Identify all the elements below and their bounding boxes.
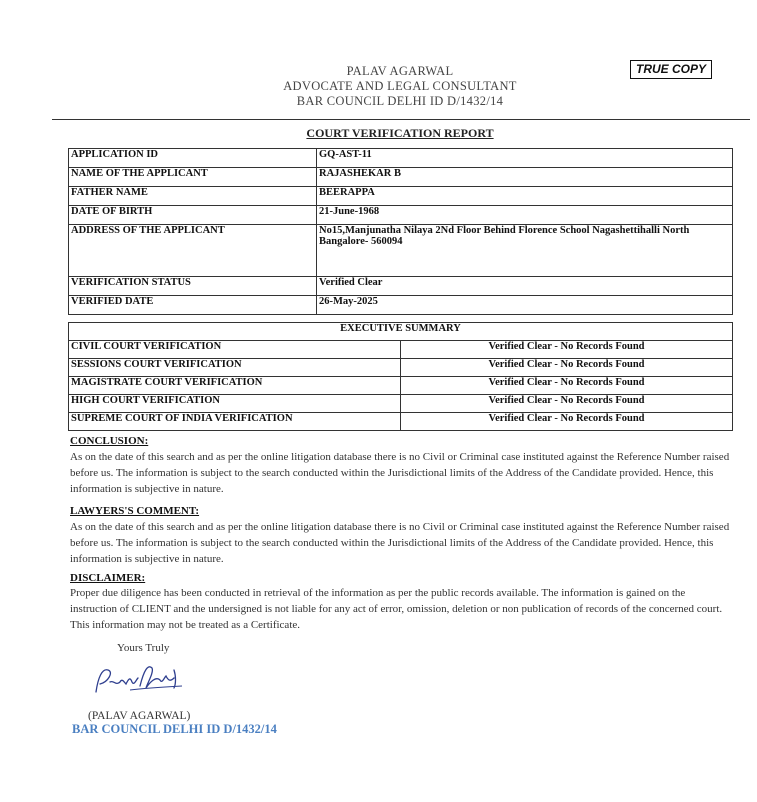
detail-value: 21-June-1968: [317, 206, 733, 225]
summary-value: Verified Clear - No Records Found: [401, 359, 733, 377]
advocate-profession: ADVOCATE AND LEGAL CONSULTANT: [283, 79, 517, 93]
table-row: [69, 395, 733, 413]
advocate-name: PALAV AGARWAL: [346, 64, 454, 78]
signatory-bar-id: BAR COUNCIL DELHI ID D/1432/14: [72, 722, 277, 736]
applicant-details-table: [68, 148, 733, 315]
table-row: [69, 206, 733, 225]
disclaimer-text: Proper due diligence has been conducted in retrieval of the information as per the public records available. The information is gained on the instruction of CLIENT and the undersigned is not liable for any act of error, omission, deletion or non publication of records of the concerned court. This information may not be treated as a Certificate.: [70, 587, 723, 631]
detail-value: 26-May-2025: [317, 296, 733, 315]
detail-label: APPLICATION ID: [69, 149, 317, 168]
table-row: [69, 277, 733, 296]
table-row: [69, 413, 733, 431]
table-row: [69, 187, 733, 206]
true-copy-stamp: TRUE COPY: [630, 60, 712, 79]
conclusion-heading: CONCLUSION:: [70, 435, 149, 447]
summary-value: Verified Clear - No Records Found: [401, 413, 733, 431]
detail-label: ADDRESS OF THE APPLICANT: [69, 225, 317, 277]
table-row: [69, 359, 733, 377]
detail-value: Verified Clear: [317, 277, 733, 296]
summary-label: SUPREME COURT OF INDIA VERIFICATION: [69, 413, 401, 431]
lawyers-comment-heading: LAWYERS'S COMMENT:: [70, 505, 200, 517]
table-row: [69, 323, 733, 341]
report-title: COURT VERIFICATION REPORT: [306, 126, 494, 140]
summary-label: SESSIONS COURT VERIFICATION: [69, 359, 401, 377]
executive-summary-table: [68, 322, 733, 431]
signatory-name: (PALAV AGARWAL): [88, 710, 191, 722]
detail-label: VERIFICATION STATUS: [69, 277, 317, 296]
detail-value: BEERAPPA: [317, 187, 733, 206]
handwritten-signature: [90, 660, 190, 705]
table-row: [69, 377, 733, 395]
table-row: [69, 149, 733, 168]
table-row: [69, 225, 733, 277]
summary-label: HIGH COURT VERIFICATION: [69, 395, 401, 413]
disclaimer-heading: DISCLAIMER:: [70, 572, 146, 584]
detail-label: VERIFIED DATE: [69, 296, 317, 315]
summary-title: EXECUTIVE SUMMARY: [69, 323, 733, 341]
summary-label: CIVIL COURT VERIFICATION: [69, 341, 401, 359]
table-row: [69, 168, 733, 187]
summary-label: MAGISTRATE COURT VERIFICATION: [69, 377, 401, 395]
detail-label: FATHER NAME: [69, 187, 317, 206]
summary-value: Verified Clear - No Records Found: [401, 377, 733, 395]
lawyers-comment-text: As on the date of this search and as per the online litigation database there is no Civil or Criminal case instituted against the Reference Number raised before us. The information is subject to the search conducted within the Jurisdictional limits of the Address of the Candidate provided. Hence, this information is subjective in nature.: [70, 521, 730, 565]
detail-value: RAJASHEKAR B: [317, 168, 733, 187]
header-divider: [52, 119, 750, 120]
detail-value: No15,Manjunatha Nilaya 2Nd Floor Behind Florence School Nagashettihalli North Bangalore- 560094: [317, 225, 733, 277]
conclusion-text: As on the date of this search and as per the online litigation database there is no Civil or Criminal case instituted against the Reference Number raised before us. The information is subject to the search conducted within the Jurisdictional limits of the Address of the Candidate provided. Hence, this information is subjective in nature.: [70, 451, 730, 495]
summary-value: Verified Clear - No Records Found: [401, 395, 733, 413]
advocate-bar-id: BAR COUNCIL DELHI ID D/1432/14: [296, 94, 504, 108]
detail-label: DATE OF BIRTH: [69, 206, 317, 225]
summary-value: Verified Clear - No Records Found: [401, 341, 733, 359]
table-row: [69, 341, 733, 359]
detail-label: NAME OF THE APPLICANT: [69, 168, 317, 187]
detail-value: GQ-AST-11: [317, 149, 733, 168]
table-row: [69, 296, 733, 315]
closing-text: Yours Truly: [117, 642, 170, 654]
